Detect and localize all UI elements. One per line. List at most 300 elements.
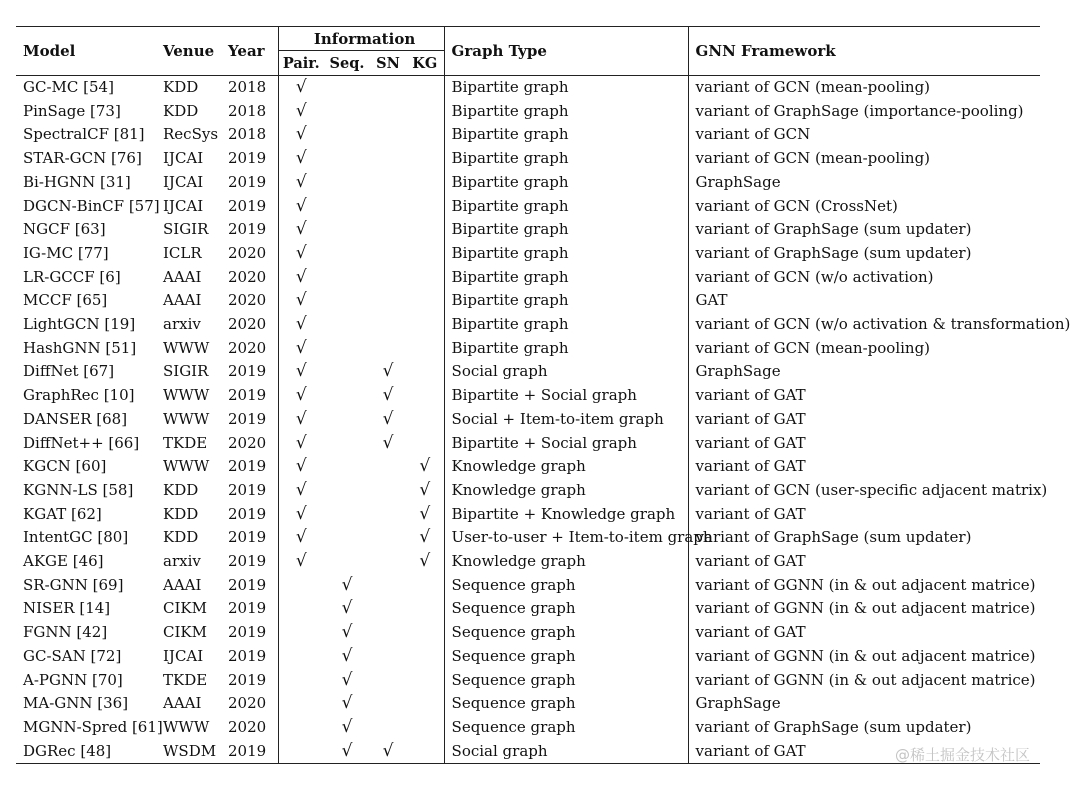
cell-venue: arxiv [163, 315, 201, 334]
cell-seq-check [324, 692, 370, 716]
cell-venue: AAAI [163, 267, 202, 286]
cell-sn-check [370, 195, 406, 219]
cell-pair-check [278, 740, 324, 764]
cell-graph-type: Sequence graph [444, 692, 688, 716]
table-row [16, 526, 1040, 550]
check-mark-icon: √ [295, 100, 307, 121]
cell-venue: WWW [163, 386, 210, 405]
cell-sn-check [370, 692, 406, 716]
cell-graph-type: Sequence graph [444, 597, 688, 621]
col-header-kg: KG [412, 54, 438, 72]
cell-model: MA-GNN [36] [23, 694, 129, 713]
cell-sn-check [370, 147, 406, 171]
cell-pair-check [278, 313, 324, 337]
cell-graph-type: Sequence graph [444, 716, 688, 740]
cell-venue: TKDE [163, 433, 208, 452]
cell-sn-check [370, 740, 406, 764]
cell-gnn-framework: variant of GraphSage (sum updater) [688, 218, 1040, 242]
cell-year: 2020 [228, 267, 267, 286]
table-row [16, 692, 1040, 716]
check-mark-icon: √ [382, 408, 394, 429]
cell-graph-type: Bipartite graph [444, 123, 688, 147]
cell-venue: AAAI [163, 291, 202, 310]
cell-model: GC-MC [54] [23, 78, 114, 96]
col-header-model: Model [23, 42, 76, 60]
check-mark-icon: √ [419, 456, 431, 477]
cell-sn-check [370, 645, 406, 669]
cell-graph-type: Sequence graph [444, 669, 688, 693]
cell-graph-type: Social + Item-to-item graph [444, 408, 688, 432]
table-row [16, 195, 1040, 219]
cell-sn-check [370, 432, 406, 456]
cell-seq-check [324, 218, 370, 242]
cell-venue: WWW [163, 409, 210, 428]
cell-year: 2019 [228, 670, 267, 689]
cell-model: LightGCN [19] [23, 315, 136, 334]
cell-kg-check [406, 455, 444, 479]
cell-model: MGNN-Spred [61] [23, 717, 163, 736]
cell-model: Bi-HGNN [31] [23, 172, 131, 191]
cell-kg-check [406, 716, 444, 740]
cell-graph-type: Bipartite graph [444, 337, 688, 361]
cell-gnn-framework: variant of GGNN (in & out adjacent matrice) [688, 574, 1040, 598]
cell-pair-check [278, 384, 324, 408]
table-body [16, 76, 1071, 764]
cell-model: KGAT [62] [23, 504, 102, 523]
cell-gnn-framework: variant of GraphSage (sum updater) [688, 526, 1040, 550]
cell-sn-check [370, 574, 406, 598]
check-mark-icon: √ [341, 716, 353, 737]
cell-sn-check [370, 360, 406, 384]
cell-seq-check [324, 100, 370, 124]
cell-model: FGNN [42] [23, 623, 108, 642]
cell-pair-check [278, 266, 324, 290]
cell-seq-check [324, 621, 370, 645]
cell-sn-check [370, 123, 406, 147]
cell-year: 2019 [228, 504, 267, 523]
cell-venue: IJCAI [163, 646, 204, 665]
cell-kg-check [406, 550, 444, 574]
cell-sn-check [370, 76, 406, 100]
cell-gnn-framework: variant of GraphSage (sum updater) [688, 716, 1040, 740]
cell-year: 2019 [228, 172, 267, 191]
cell-kg-check [406, 692, 444, 716]
cell-venue: CIKM [163, 599, 207, 618]
table-row [16, 384, 1040, 408]
cell-sn-check [370, 716, 406, 740]
cell-model: GC-SAN [72] [23, 646, 122, 665]
cell-gnn-framework: GAT [688, 289, 1040, 313]
cell-gnn-framework: variant of GGNN (in & out adjacent matrice) [688, 645, 1040, 669]
cell-graph-type: Bipartite graph [444, 313, 688, 337]
cell-model: DANSER [68] [23, 409, 128, 428]
check-mark-icon: √ [295, 361, 307, 382]
cell-model: KGNN-LS [58] [23, 480, 134, 499]
cell-sn-check [370, 384, 406, 408]
cell-pair-check [278, 503, 324, 527]
cell-pair-check [278, 289, 324, 313]
cell-seq-check [324, 360, 370, 384]
cell-kg-check [406, 526, 444, 550]
check-mark-icon: √ [419, 527, 431, 548]
cell-seq-check [324, 289, 370, 313]
check-mark-icon: √ [295, 171, 307, 192]
cell-venue: WSDM [163, 741, 217, 760]
cell-kg-check [406, 289, 444, 313]
cell-gnn-framework: variant of GraphSage (importance-pooling) [688, 100, 1040, 124]
check-mark-icon: √ [419, 551, 431, 572]
table-row [16, 171, 1040, 195]
cell-pair-check [278, 526, 324, 550]
check-mark-icon: √ [295, 551, 307, 572]
cell-pair-check [278, 621, 324, 645]
cell-model: GraphRec [10] [23, 386, 135, 405]
cell-venue: IJCAI [163, 149, 204, 168]
check-mark-icon: √ [295, 148, 307, 169]
cell-year: 2019 [228, 457, 267, 476]
cell-model: MCCF [65] [23, 291, 108, 310]
check-mark-icon: √ [341, 669, 353, 690]
cell-year: 2019 [228, 741, 267, 760]
cell-gnn-framework: variant of GCN (mean-pooling) [688, 337, 1040, 361]
cell-kg-check [406, 123, 444, 147]
cell-year: 2018 [228, 101, 267, 120]
cell-seq-check [324, 408, 370, 432]
check-mark-icon: √ [295, 408, 307, 429]
cell-kg-check [406, 147, 444, 171]
cell-kg-check [406, 266, 444, 290]
table-row [16, 266, 1040, 290]
cell-pair-check [278, 76, 324, 100]
cell-model: SR-GNN [69] [23, 575, 124, 594]
cell-pair-check [278, 645, 324, 669]
cell-venue: KDD [163, 101, 199, 120]
table-row [16, 479, 1040, 503]
cell-year: 2019 [228, 599, 267, 618]
cell-venue: KDD [163, 78, 199, 96]
cell-year: 2020 [228, 717, 267, 736]
cell-model: STAR-GCN [76] [23, 149, 142, 168]
cell-kg-check [406, 645, 444, 669]
cell-sn-check [370, 455, 406, 479]
cell-graph-type: Bipartite graph [444, 76, 688, 100]
cell-sn-check [370, 266, 406, 290]
cell-gnn-framework: GraphSage [688, 692, 1040, 716]
cell-seq-check [324, 574, 370, 598]
cell-year: 2019 [228, 480, 267, 499]
cell-seq-check [324, 669, 370, 693]
cell-year: 2019 [228, 196, 267, 215]
check-mark-icon: √ [295, 456, 307, 477]
cell-gnn-framework: variant of GCN [688, 123, 1040, 147]
cell-sn-check [370, 479, 406, 503]
cell-year: 2018 [228, 78, 267, 96]
cell-model: HashGNN [51] [23, 338, 137, 357]
table-row [16, 337, 1040, 361]
cell-kg-check [406, 503, 444, 527]
cell-venue: IJCAI [163, 196, 204, 215]
cell-gnn-framework: variant of GCN (w/o activation & transformation) [688, 313, 1040, 337]
cell-year: 2019 [228, 528, 267, 547]
check-mark-icon: √ [295, 77, 307, 97]
cell-sn-check [370, 171, 406, 195]
cell-venue: RecSys [163, 125, 219, 144]
check-mark-icon: √ [295, 385, 307, 406]
table-row [16, 503, 1040, 527]
cell-venue: AAAI [163, 575, 202, 594]
table-row [16, 621, 1040, 645]
cell-graph-type: Bipartite graph [444, 289, 688, 313]
cell-venue: SIGIR [163, 220, 209, 239]
cell-seq-check [324, 432, 370, 456]
cell-seq-check [324, 242, 370, 266]
cell-venue: WWW [163, 717, 210, 736]
cell-seq-check [324, 479, 370, 503]
table-row [16, 289, 1040, 313]
cell-seq-check [324, 384, 370, 408]
table-row [16, 242, 1040, 266]
cell-model: DGCN-BinCF [57] [23, 196, 160, 215]
table-row [16, 645, 1040, 669]
cell-venue: SIGIR [163, 362, 209, 381]
table-row [16, 218, 1040, 242]
cell-sn-check [370, 408, 406, 432]
cell-year: 2020 [228, 694, 267, 713]
cell-pair-check [278, 692, 324, 716]
cell-model: DGRec [48] [23, 741, 112, 760]
check-mark-icon: √ [341, 574, 353, 595]
check-mark-icon: √ [419, 503, 431, 524]
col-header-seq: Seq. [329, 54, 365, 72]
cell-year: 2020 [228, 338, 267, 357]
cell-seq-check [324, 123, 370, 147]
cell-kg-check [406, 432, 444, 456]
cell-graph-type: Sequence graph [444, 574, 688, 598]
cell-model: DiffNet [67] [23, 362, 115, 381]
check-mark-icon: √ [382, 432, 394, 453]
cell-sn-check [370, 337, 406, 361]
cell-year: 2019 [228, 362, 267, 381]
cell-pair-check [278, 171, 324, 195]
cell-venue: TKDE [163, 670, 208, 689]
cell-model: AKGE [46] [23, 552, 104, 571]
cell-model: DiffNet++ [66] [23, 433, 140, 452]
cell-graph-type: Bipartite graph [444, 171, 688, 195]
cell-venue: KDD [163, 504, 199, 523]
cell-kg-check [406, 195, 444, 219]
cell-kg-check [406, 313, 444, 337]
cell-pair-check [278, 218, 324, 242]
check-mark-icon: √ [341, 622, 353, 643]
cell-graph-type: Bipartite graph [444, 100, 688, 124]
cell-kg-check [406, 408, 444, 432]
cell-gnn-framework: GraphSage [688, 171, 1040, 195]
cell-gnn-framework: variant of GCN (w/o activation) [688, 266, 1040, 290]
cell-kg-check [406, 384, 444, 408]
cell-pair-check [278, 455, 324, 479]
cell-seq-check [324, 195, 370, 219]
cell-graph-type: Bipartite graph [444, 218, 688, 242]
cell-year: 2019 [228, 386, 267, 405]
cell-venue: KDD [163, 528, 199, 547]
cell-model: NGCF [63] [23, 220, 106, 239]
col-header-gnn-framework: GNN Framework [688, 27, 1040, 76]
cell-model: A-PGNN [70] [23, 670, 123, 689]
cell-sn-check [370, 526, 406, 550]
cell-year: 2020 [228, 433, 267, 452]
cell-graph-type: Social graph [444, 740, 688, 764]
cell-gnn-framework: variant of GAT [688, 408, 1040, 432]
cell-graph-type: Bipartite + Social graph [444, 432, 688, 456]
cell-venue: WWW [163, 338, 210, 357]
cell-pair-check [278, 716, 324, 740]
cell-sn-check [370, 597, 406, 621]
cell-gnn-framework: variant of GAT [688, 621, 1040, 645]
table-row [16, 360, 1040, 384]
col-header-year: Year [228, 42, 265, 60]
cell-pair-check [278, 195, 324, 219]
table-row [16, 408, 1040, 432]
cell-kg-check [406, 218, 444, 242]
check-mark-icon: √ [382, 740, 394, 761]
table-row [16, 455, 1040, 479]
cell-kg-check [406, 740, 444, 764]
cell-seq-check [324, 455, 370, 479]
cell-graph-type: Bipartite graph [444, 195, 688, 219]
cell-gnn-framework: variant of GAT [688, 432, 1040, 456]
cell-model: IG-MC [77] [23, 243, 109, 262]
cell-kg-check [406, 76, 444, 100]
cell-sn-check [370, 550, 406, 574]
cell-kg-check [406, 100, 444, 124]
col-header-venue: Venue [163, 42, 215, 60]
check-mark-icon: √ [295, 195, 307, 216]
cell-seq-check [324, 313, 370, 337]
gnn-models-table [16, 26, 1071, 764]
cell-model: KGCN [60] [23, 457, 107, 476]
cell-gnn-framework: variant of GCN (user-specific adjacent matrix) [688, 479, 1040, 503]
cell-graph-type: Bipartite graph [444, 266, 688, 290]
cell-model: SpectralCF [81] [23, 125, 145, 144]
col-header-sn: SN [376, 54, 400, 72]
cell-seq-check [324, 76, 370, 100]
cell-pair-check [278, 408, 324, 432]
cell-gnn-framework: variant of GCN (mean-pooling) [688, 76, 1040, 100]
cell-sn-check [370, 100, 406, 124]
col-header-graph-type: Graph Type [444, 27, 688, 76]
table-row [16, 100, 1040, 124]
cell-sn-check [370, 503, 406, 527]
cell-model: IntentGC [80] [23, 528, 129, 547]
cell-kg-check [406, 242, 444, 266]
cell-seq-check [324, 503, 370, 527]
cell-seq-check [324, 526, 370, 550]
cell-year: 2019 [228, 220, 267, 239]
cell-year: 2020 [228, 315, 267, 334]
cell-seq-check [324, 716, 370, 740]
cell-seq-check [324, 171, 370, 195]
cell-kg-check [406, 574, 444, 598]
table-row [16, 432, 1040, 456]
col-header-information: Information [278, 27, 444, 51]
cell-pair-check [278, 337, 324, 361]
check-mark-icon: √ [341, 693, 353, 714]
cell-gnn-framework: variant of GAT [688, 550, 1040, 574]
cell-pair-check [278, 432, 324, 456]
check-mark-icon: √ [295, 266, 307, 287]
cell-pair-check [278, 100, 324, 124]
check-mark-icon: √ [295, 219, 307, 240]
cell-graph-type: Sequence graph [444, 645, 688, 669]
check-mark-icon: √ [341, 740, 353, 761]
cell-graph-type: Knowledge graph [444, 455, 688, 479]
cell-model: LR-GCCF [6] [23, 267, 121, 286]
cell-pair-check [278, 597, 324, 621]
cell-seq-check [324, 645, 370, 669]
cell-seq-check [324, 266, 370, 290]
cell-pair-check [278, 123, 324, 147]
cell-kg-check [406, 669, 444, 693]
check-mark-icon: √ [295, 124, 307, 145]
cell-graph-type: Bipartite graph [444, 242, 688, 266]
cell-pair-check [278, 479, 324, 503]
cell-year: 2019 [228, 575, 267, 594]
cell-graph-type: User-to-user + Item-to-item graph [444, 526, 688, 550]
cell-sn-check [370, 218, 406, 242]
cell-year: 2018 [228, 125, 267, 144]
cell-seq-check [324, 147, 370, 171]
cell-pair-check [278, 550, 324, 574]
col-header-pair: Pair. [278, 51, 324, 76]
cell-seq-check [324, 550, 370, 574]
cell-seq-check [324, 337, 370, 361]
table-row [16, 147, 1040, 171]
cell-venue: WWW [163, 457, 210, 476]
table-row [16, 76, 1040, 100]
check-mark-icon: √ [295, 314, 307, 335]
cell-graph-type: Knowledge graph [444, 479, 688, 503]
cell-graph-type: Bipartite + Social graph [444, 384, 688, 408]
cell-year: 2019 [228, 646, 267, 665]
cell-gnn-framework: variant of GAT [688, 503, 1040, 527]
cell-gnn-framework: variant of GCN (mean-pooling) [688, 147, 1040, 171]
check-mark-icon: √ [382, 385, 394, 406]
cell-kg-check [406, 621, 444, 645]
cell-gnn-framework: variant of GAT [688, 740, 1040, 764]
cell-gnn-framework: variant of GAT [688, 384, 1040, 408]
table-row [16, 669, 1040, 693]
watermark-text: @稀土掘金技术社区 [895, 746, 1031, 764]
cell-seq-check [324, 740, 370, 764]
cell-year: 2019 [228, 409, 267, 428]
cell-kg-check [406, 337, 444, 361]
cell-graph-type: Knowledge graph [444, 550, 688, 574]
table-row [16, 574, 1040, 598]
cell-gnn-framework: variant of GGNN (in & out adjacent matrice) [688, 597, 1040, 621]
cell-kg-check [406, 597, 444, 621]
check-mark-icon: √ [295, 337, 307, 358]
check-mark-icon: √ [341, 598, 353, 619]
cell-year: 2019 [228, 552, 267, 571]
header-row-top [16, 27, 1040, 51]
check-mark-icon: √ [295, 479, 307, 500]
cell-sn-check [370, 669, 406, 693]
check-mark-icon: √ [295, 290, 307, 311]
table-row [16, 716, 1040, 740]
cell-gnn-framework: variant of GAT [688, 455, 1040, 479]
cell-graph-type: Social graph [444, 360, 688, 384]
cell-year: 2019 [228, 623, 267, 642]
